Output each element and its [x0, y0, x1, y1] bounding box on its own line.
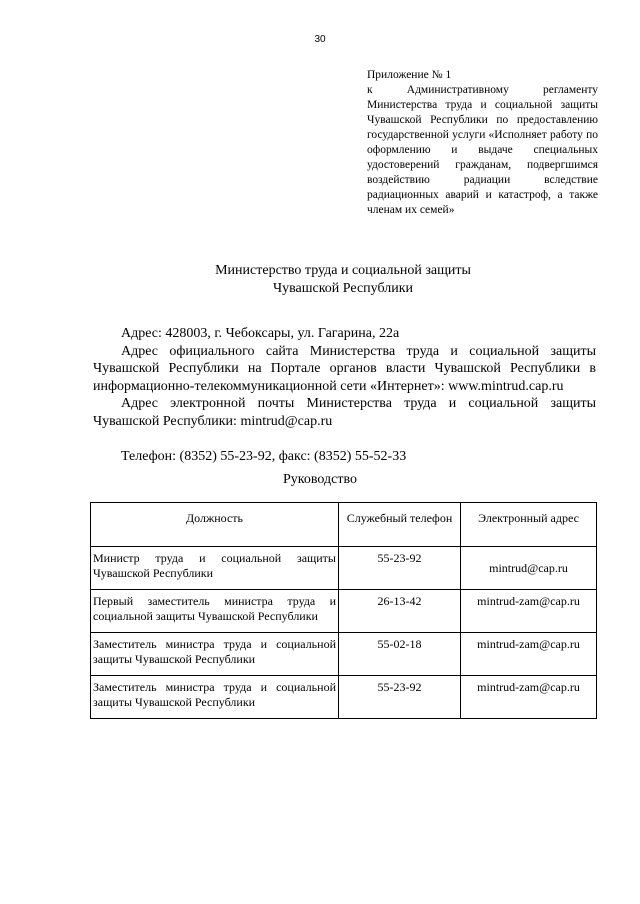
cell-position: Первый заместитель министра труда и социальной защиты Чувашской Республики — [91, 590, 339, 633]
email-text: Адрес электронной почты Министерства труда и социальной защиты Чувашской Республики: mintrud@cap.ru — [93, 396, 596, 429]
ministry-name-line2: Чувашской Республики — [272, 281, 414, 296]
contacts-block — [93, 325, 596, 466]
cell-position: Министр труда и социальной защиты Чувашской Республики — [91, 547, 339, 590]
cell-email: mintrud-zam@cap.ru — [461, 633, 597, 676]
cell-phone: 55-02-18 — [339, 633, 461, 676]
phone-text: Телефон: (8352) 55-23-92, факс: (8352) 55-52-33 — [121, 449, 407, 464]
cell-position: Заместитель министра труда и социальной защиты Чувашской Республики — [91, 676, 339, 719]
table-row — [91, 590, 597, 633]
ministry-name-line1: Министерство труда и социальной защиты — [215, 263, 471, 278]
appendix-title: Приложение № 1 — [367, 69, 452, 81]
appendix-text: к Административному регламенту Министерства труда и социальной защиты Чувашской Республики по предоставлению государственной услуги «Исполняет работу по оформлению и выдаче специальных удостоверений гражданам, подвергшимся воздействию радиации вследствие радиационных аварий и катастроф, а также членам их семей» — [367, 84, 598, 216]
cell-phone: 26-13-42 — [339, 590, 461, 633]
cell-position: Заместитель министра труда и социальной защиты Чувашской Республики — [91, 633, 339, 676]
header-phone: Служебный телефон — [339, 503, 461, 547]
table-row — [91, 633, 597, 676]
appendix-note — [367, 68, 598, 218]
section-title: Руководство — [283, 472, 357, 487]
header-email: Электронный адрес — [461, 503, 597, 547]
cell-phone: 55-23-92 — [339, 547, 461, 590]
ministry-heading — [90, 262, 596, 298]
leadership-table — [90, 502, 597, 719]
website-text: Адрес официального сайта Министерства труда и социальной защиты Чувашской Республики на Портале органов власти Чувашской Республики в информационно-телекоммуникационной сети «Интернет»: www.mintrud.cap.ru — [93, 343, 596, 394]
table-row — [91, 547, 597, 590]
cell-email: mintrud-zam@cap.ru — [461, 676, 597, 719]
table-row — [91, 676, 597, 719]
table-header-row — [91, 503, 597, 547]
cell-email: mintrud@cap.ru — [461, 547, 597, 590]
cell-phone: 55-23-92 — [339, 676, 461, 719]
address-text: Адрес: 428003, г. Чебоксары, ул. Гагарина, 22а — [121, 326, 400, 341]
cell-email: mintrud-zam@cap.ru — [461, 590, 597, 633]
page-number: 30 — [314, 34, 326, 45]
header-position: Должность — [91, 503, 339, 547]
